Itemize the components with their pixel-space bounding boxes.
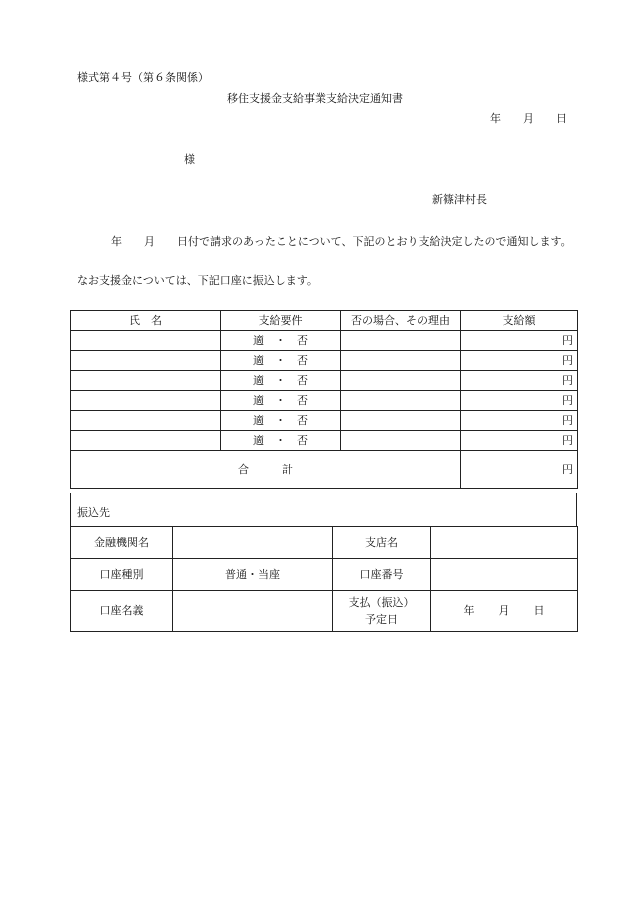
account-holder-field[interactable]	[173, 591, 333, 632]
table-row	[71, 351, 578, 371]
body-paragraph-1: 年 月 日付で請求のあったことについて、下記のとおり支給決定したので通知します。	[111, 235, 572, 248]
header-amount: 支給額	[461, 311, 578, 331]
total-amount[interactable]: 円	[461, 451, 578, 489]
bank-section-label: 振込先	[77, 506, 110, 519]
header-reason: 否の場合、その理由	[341, 311, 461, 331]
cell-name[interactable]	[71, 431, 221, 451]
date-month: 月	[523, 112, 534, 125]
cell-reason[interactable]	[341, 331, 461, 351]
cell-requirement[interactable]: 適 ・ 否	[221, 391, 341, 411]
form-number: 様式第４号（第６条関係）	[77, 71, 209, 84]
bank-row-holder	[71, 591, 578, 632]
table-header-row	[71, 311, 578, 331]
institution-field[interactable]	[173, 527, 333, 559]
cell-reason[interactable]	[341, 351, 461, 371]
bank-row-institution	[71, 527, 578, 559]
table-row	[71, 371, 578, 391]
payment-date-month: 月	[498, 604, 510, 617]
cell-requirement[interactable]: 適 ・ 否	[221, 371, 341, 391]
payment-date-year: 年	[463, 604, 475, 617]
table-row	[71, 431, 578, 451]
account-number-field[interactable]	[431, 559, 578, 591]
table-row	[71, 391, 578, 411]
table-row	[71, 331, 578, 351]
cell-reason[interactable]	[341, 371, 461, 391]
cell-name[interactable]	[71, 391, 221, 411]
institution-label: 金融機関名	[71, 527, 173, 559]
account-type-label: 口座種別	[71, 559, 173, 591]
cell-amount[interactable]: 円	[461, 431, 578, 451]
table-row	[71, 411, 578, 431]
cell-requirement[interactable]: 適 ・ 否	[221, 431, 341, 451]
issue-date	[490, 110, 567, 126]
cell-amount[interactable]: 円	[461, 411, 578, 431]
payment-date-label-line2: 予定日	[365, 613, 398, 626]
cell-reason[interactable]	[341, 431, 461, 451]
payment-date-day: 日	[533, 604, 545, 617]
total-label: 合 計	[71, 451, 461, 489]
issuer-name: 新篠津村長	[432, 193, 487, 206]
payment-date-field[interactable]	[431, 591, 578, 632]
cell-requirement[interactable]: 適 ・ 否	[221, 351, 341, 371]
branch-field[interactable]	[431, 527, 578, 559]
bank-row-account	[71, 559, 578, 591]
header-requirement: 支給要件	[221, 311, 341, 331]
total-row	[71, 451, 578, 489]
cell-amount[interactable]: 円	[461, 391, 578, 411]
cell-reason[interactable]	[341, 411, 461, 431]
decision-table	[70, 310, 578, 489]
cell-reason[interactable]	[341, 391, 461, 411]
cell-amount[interactable]: 円	[461, 331, 578, 351]
cell-amount[interactable]: 円	[461, 351, 578, 371]
recipient-suffix: 様	[184, 153, 195, 166]
cell-name[interactable]	[71, 331, 221, 351]
account-type-value[interactable]: 普通・当座	[173, 559, 333, 591]
body-paragraph-2: なお支援金については、下記口座に振込します。	[77, 274, 318, 287]
cell-name[interactable]	[71, 411, 221, 431]
payment-date-label-line1: 支払（振込）	[348, 596, 415, 609]
cell-requirement[interactable]: 適 ・ 否	[221, 411, 341, 431]
cell-name[interactable]	[71, 371, 221, 391]
cell-amount[interactable]: 円	[461, 371, 578, 391]
cell-requirement[interactable]: 適 ・ 否	[221, 331, 341, 351]
branch-label: 支店名	[333, 527, 431, 559]
header-name: 氏 名	[71, 311, 221, 331]
account-holder-label: 口座名義	[71, 591, 173, 632]
bank-table	[70, 526, 578, 632]
cell-name[interactable]	[71, 351, 221, 371]
date-day: 日	[556, 112, 567, 125]
date-year: 年	[490, 112, 501, 125]
payment-date-label	[333, 591, 431, 632]
account-number-label: 口座番号	[333, 559, 431, 591]
bank-section-box	[70, 493, 577, 527]
document-title: 移住支援金支給事業支給決定通知書	[227, 92, 403, 105]
